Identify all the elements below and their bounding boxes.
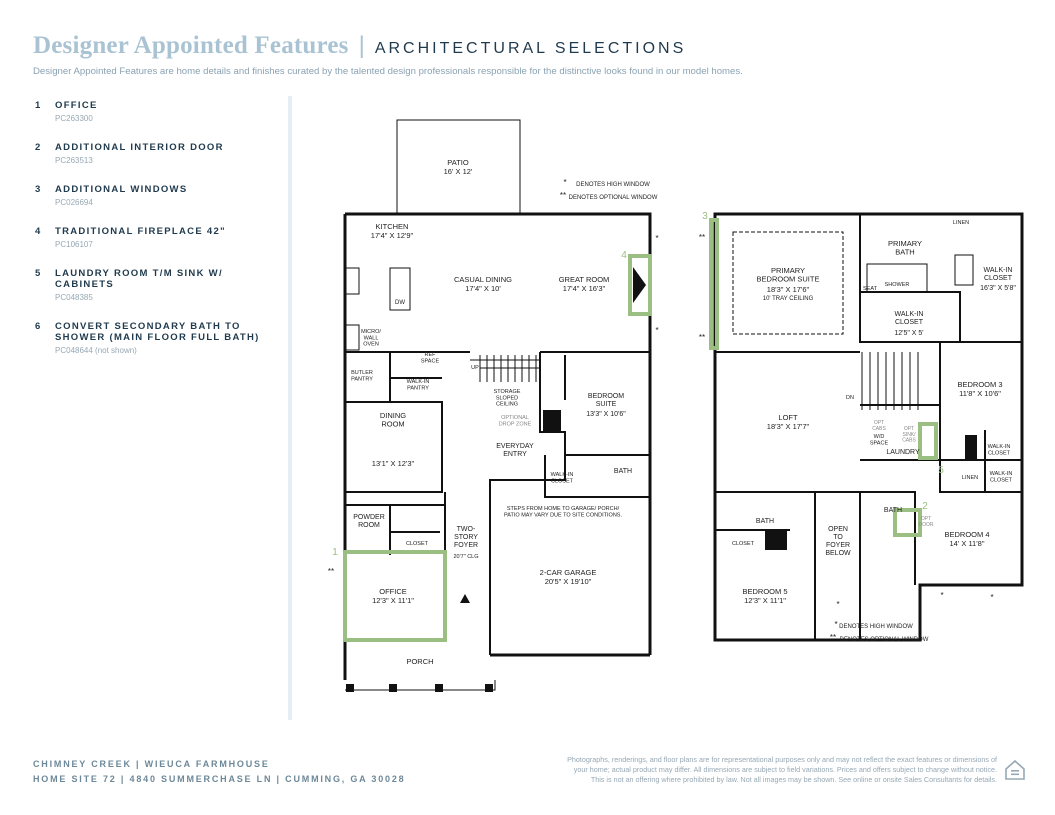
up-label: UP	[471, 365, 479, 371]
dstar-primary-top: **	[698, 233, 706, 242]
seat-label: SEAT	[863, 286, 877, 292]
kitchen-label: KITCHEN	[375, 222, 409, 231]
disclaimer-line3: This is not an offering where prohibited by law. Not all images may be shown. See online or onsite Sales Consultants for details.	[590, 775, 997, 784]
star-bedroom4-b: *	[990, 593, 994, 602]
bedroom-suite-dim: 13'3" X 10'6"	[586, 411, 626, 418]
page-title: Designer Appointed Features	[33, 32, 349, 59]
page-subtitle: ARCHITECTURAL SELECTIONS	[374, 40, 687, 57]
walkin-pantry-label: WALK-IN PANTRY	[406, 379, 430, 392]
great-room-label: GREAT ROOM	[558, 275, 610, 284]
marker-4: 4	[621, 250, 627, 261]
casual-dining-label: CASUAL DINING	[453, 275, 513, 284]
marker-1: 1	[332, 547, 338, 558]
loft-dim: 18'3" X 17'7"	[766, 422, 810, 431]
bedroom3-dim: 11'8" X 10'6"	[959, 389, 1001, 398]
storage-label: STORAGE SLOPED CEILING	[493, 389, 521, 408]
foyer-dim: 20'7" CLG	[453, 554, 479, 560]
walkin-closet-primary-dim: 16'3" X 5'8"	[980, 285, 1016, 292]
star-bedroom4-a: *	[940, 591, 944, 600]
equal-housing-icon	[1003, 758, 1027, 782]
dining-label: DINING ROOM	[379, 411, 407, 429]
legend-dstar-2: **	[829, 633, 837, 642]
feature-name: TRADITIONAL FIREPLACE 42"	[55, 226, 226, 237]
walkin-closet-primary: WALK-IN CLOSET	[983, 267, 1013, 282]
bedroom5-dim: 12'3" X 11'1"	[744, 596, 786, 605]
highlight-laundry-sink	[920, 424, 936, 458]
garage-dim: 20'5" X 19'10"	[544, 577, 592, 586]
header	[33, 32, 1033, 77]
legend-optional-window: DENOTES OPTIONAL WINDOW	[568, 195, 658, 201]
sidebar-divider	[288, 96, 292, 720]
micro-oven-label: MICRO/ WALL OVEN	[361, 329, 381, 348]
dw-label: DW	[395, 300, 405, 306]
kitchen-dim: 17'4" X 12'9"	[370, 231, 414, 240]
feature-code: PC263300	[55, 114, 93, 123]
primary-suite-dim: 18'3" X 17'6"	[766, 285, 810, 294]
feature-code: PC048385	[55, 293, 93, 302]
fireplace-icon	[633, 267, 646, 303]
porch-label: PORCH	[406, 657, 434, 666]
dstar-primary-bottom: **	[698, 333, 706, 342]
wd-space-label: W/D SPACE	[869, 434, 889, 447]
opt-door-label: OPT DOOR	[918, 516, 934, 528]
linen2-label: LINEN	[961, 475, 979, 481]
dstar-office: **	[327, 567, 335, 576]
office-dim: 12'3" X 11'1"	[372, 596, 414, 605]
great-room-dim: 17'4" X 16'3"	[562, 284, 606, 293]
bedroom-suite-label: BEDROOM SUITE	[587, 393, 625, 408]
walkin-closet-mid-dim: 12'5" X 5'	[894, 330, 924, 337]
legend-optional-window-2: DENOTES OPTIONAL WINDOW	[839, 637, 929, 643]
walkin-closet-b4: WALK-IN CLOSET	[989, 471, 1013, 484]
feature-code: PC263513	[55, 156, 93, 165]
feature-number: 3	[35, 184, 41, 195]
feature-number: 5	[35, 268, 41, 279]
drop-zone-label: OPTIONAL DROP ZONE	[498, 415, 532, 428]
feature-item	[35, 226, 275, 249]
star-bedroom5: *	[836, 600, 840, 609]
dn-label: DN	[846, 395, 854, 401]
bedroom3-label: BEDROOM 3	[957, 380, 1003, 389]
feature-item	[35, 100, 275, 123]
feature-code: PC106107	[55, 240, 93, 249]
powder-room-label: POWDER ROOM	[353, 514, 385, 529]
feature-item	[35, 321, 275, 355]
footer-line1: CHIMNEY CREEK | WIEUCA FARMHOUSE	[33, 759, 270, 769]
marker-5: 5	[938, 465, 944, 476]
opt-sink-label: OPT SINK/ CABS	[902, 426, 916, 444]
closet-block	[765, 530, 787, 550]
feature-number: 4	[35, 226, 41, 237]
ref-space-label: REF SPACE	[420, 352, 440, 365]
feature-name: OFFICE	[55, 100, 98, 111]
feature-name: ADDITIONAL WINDOWS	[55, 184, 188, 195]
legend-star: *	[563, 178, 567, 187]
laundry-label: LAUNDRY	[886, 449, 920, 456]
walkin-closet-mid: WALK-IN CLOSET	[894, 311, 924, 326]
entry-arrow-icon	[460, 594, 470, 603]
title-separator: |	[358, 32, 365, 59]
feature-list	[35, 100, 275, 374]
closet-left-label: CLOSET	[731, 541, 755, 547]
legend-dstar: **	[559, 191, 567, 200]
storage-block	[543, 410, 561, 432]
patio-label: PATIO	[447, 158, 469, 167]
garage-label: 2-CAR GARAGE	[539, 568, 597, 577]
office-label: OFFICE	[379, 587, 407, 596]
loft-label: LOFT	[778, 413, 798, 422]
feature-item	[35, 184, 275, 207]
legend-high-window-2: DENOTES HIGH WINDOW	[839, 624, 913, 630]
foyer-label: TWO-STORY FOYER	[453, 526, 479, 549]
feature-name: ADDITIONAL INTERIOR DOOR	[55, 142, 224, 153]
feature-code: PC048644 (not shown)	[55, 346, 137, 355]
bath-label-ff: BATH	[613, 468, 633, 475]
primary-suite-label: PRIMARY BEDROOM SUITE	[756, 266, 820, 284]
feature-number: 1	[35, 100, 41, 111]
butler-pantry-label: BUTLER PANTRY	[351, 370, 373, 383]
linen-label: LINEN	[952, 220, 970, 226]
marker-3: 3	[702, 211, 708, 222]
disclaimer-line2: your home; actual product may differ. All dimensions are subject to field variations. Prices and offers subject to change without notice.	[573, 765, 997, 774]
star-great-room-bottom: *	[655, 326, 659, 335]
legend-star-2: *	[834, 620, 838, 629]
patio-dim: 16' X 12'	[443, 167, 473, 176]
bedroom5-label: BEDROOM 5	[742, 587, 788, 596]
feature-item	[35, 142, 275, 165]
steps-note: STEPS FROM HOME TO GARAGE/ PORCH/ PATIO MAY VARY DUE TO SITE CONDITIONS.	[504, 506, 622, 519]
feature-number: 6	[35, 321, 41, 332]
primary-bath-label: PRIMARY BATH	[887, 239, 923, 257]
page-description: Designer Appointed Features are home details and finishes curated by the talented design professionals responsible for the distinctive looks found in our model homes.	[33, 66, 743, 77]
feature-name: LAUNDRY ROOM T/M SINK W/ CABINETS	[55, 268, 223, 290]
feature-number: 2	[35, 142, 41, 153]
feature-code: PC026694	[55, 198, 93, 207]
feature-item	[35, 268, 275, 302]
bath-left-label: BATH	[755, 518, 775, 525]
casual-dining-dim: 17'4" X 10'	[465, 284, 501, 293]
title-row	[33, 32, 1033, 60]
bedroom4-dim: 14' X 11'8"	[949, 539, 985, 548]
walkin-closet-ff: WALK-IN CLOSET	[550, 472, 574, 485]
footer-community	[33, 757, 405, 787]
closet-label-ff: CLOSET	[405, 541, 429, 547]
open-foyer-label: OPEN TO FOYER BELOW	[825, 526, 851, 557]
marker-2: 2	[922, 501, 928, 512]
opt-cabs-label: OPT CABS	[872, 420, 886, 432]
shower-label: SHOWER	[884, 282, 910, 288]
footer-line2: HOME SITE 72 | 4840 SUMMERCHASE LN | CUMMING, GA 30028	[33, 774, 406, 784]
bedroom4-label: BEDROOM 4	[944, 530, 990, 539]
star-great-room-top: *	[655, 234, 659, 243]
primary-suite-ceiling: 10' TRAY CEILING	[762, 296, 814, 302]
feature-name: CONVERT SECONDARY BATH TO SHOWER (MAIN FLOOR FULL BATH)	[55, 321, 260, 343]
legend-high-window: DENOTES HIGH WINDOW	[576, 182, 650, 188]
disclaimer-line1: Photographs, renderings, and floor plans are for representational purposes only and may not reflect the exact features or dimensions of	[567, 755, 997, 764]
bath-mid-label: BATH	[883, 507, 903, 514]
everyday-entry-label: EVERYDAY ENTRY	[496, 443, 534, 458]
footer-disclaimer	[520, 755, 997, 785]
dining-dim: 13'1" X 12'3"	[371, 459, 415, 468]
walkin-closet-b3: WALK-IN CLOSET	[987, 444, 1011, 457]
floor-plans	[300, 100, 1040, 710]
